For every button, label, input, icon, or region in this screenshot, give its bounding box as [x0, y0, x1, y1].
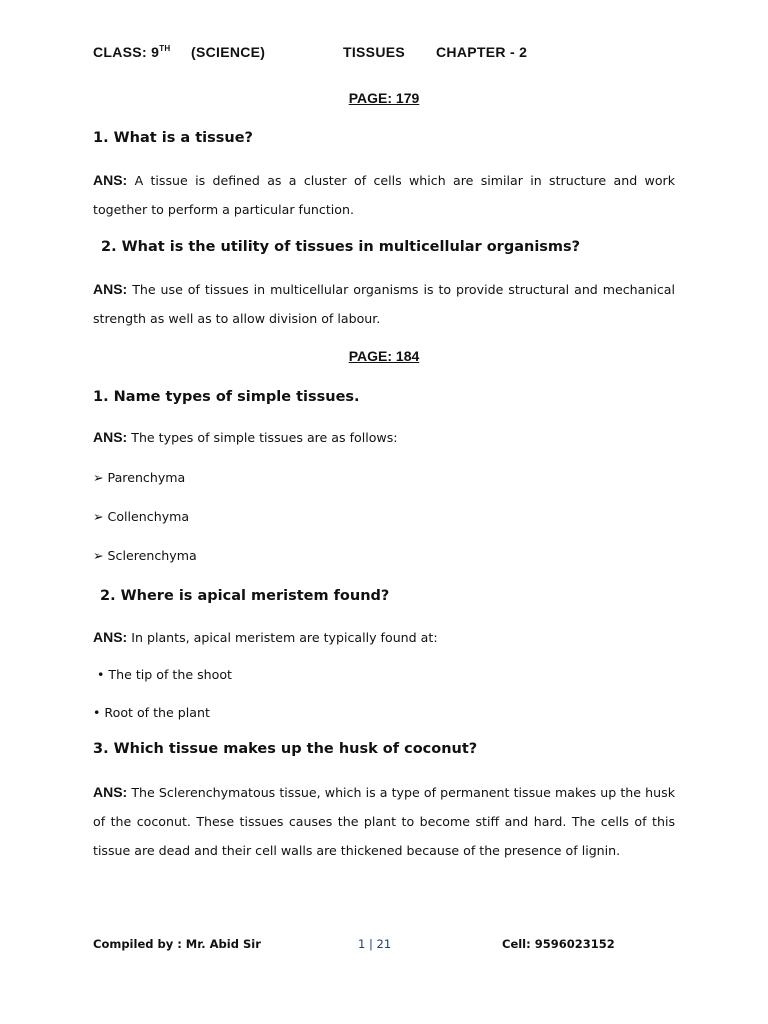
answer-paragraph: ANS: The Sclerenchymatous tissue, which is a type of permanent tissue makes up the husk of the coconut. These tissues causes the plant to become stiff and hard. The cells of this tissue are dead and their cell walls are thickened because of the presence of lignin. [93, 784, 675, 858]
footer-page-number: 1 | 21 [358, 937, 392, 951]
list-item: • Root of the plant [93, 705, 210, 720]
header-topic: TISSUES [343, 44, 406, 60]
list-item: • The tip of the shoot [97, 667, 232, 682]
answer-paragraph: ANS: A tissue is defined as a cluster of cells which are similar in structure and work together to perform a particular function. [93, 172, 675, 217]
question-heading: 2. What is the utility of tissues in multicellular organisms? [101, 239, 581, 255]
list-item: ➢ Parenchyma [93, 470, 186, 485]
answer-paragraph: ANS: The use of tissues in multicellular organisms is to provide structural and mechanical strength as well as to allow division of labour. [93, 281, 675, 326]
question-heading: 1. Name types of simple tissues. [93, 389, 360, 405]
header-subject: (SCIENCE) [191, 44, 266, 60]
header-class-sup: TH [159, 44, 171, 53]
question-heading: 1. What is a tissue? [93, 130, 253, 146]
list-item: ➢ Sclerenchyma [93, 548, 197, 563]
ans-label: ANS: [93, 172, 128, 188]
list-item: ➢ Collenchyma [93, 509, 190, 524]
header-class: CLASS: 9TH [93, 44, 171, 60]
ans-label: ANS: [93, 429, 128, 445]
page-label-179: PAGE: 179 [348, 90, 420, 106]
question-heading: 3. Which tissue makes up the husk of coconut? [93, 741, 478, 757]
footer-cell: Cell: 9596023152 [502, 937, 615, 951]
question-heading: 2. Where is apical meristem found? [100, 588, 390, 604]
ans-label: ANS: [93, 784, 128, 800]
ans-label: ANS: [93, 629, 128, 645]
page-label-184: PAGE: 184 [348, 348, 420, 364]
header-chapter: CHAPTER - 2 [436, 44, 528, 60]
ans-label: ANS: [93, 281, 128, 297]
answer-line: ANS: The types of simple tissues are as follows: [93, 429, 398, 445]
answer-line: ANS: In plants, apical meristem are typically found at: [93, 629, 438, 645]
footer-compiled-by: Compiled by : Mr. Abid Sir [93, 937, 261, 951]
